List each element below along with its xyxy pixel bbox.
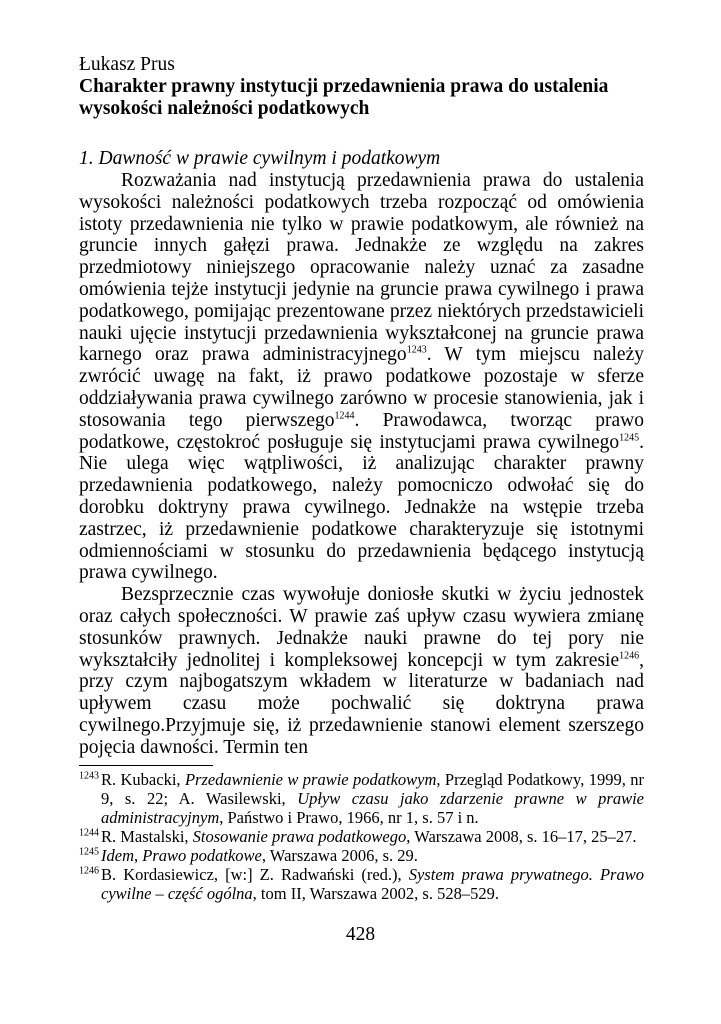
text-run: , przy czym najbogatszym wkładem w literaturze w badaniach nad upływem czasu może pochwalić się doktryna prawa cywilnego.Przyjmuje się, iż przedawnienie stanowi element szerszego pojęcia dawności. Termin ten	[79, 649, 644, 758]
text-run: , Przegląd Podatkowy, 1999, nr 9, s. 22; A. Wasilewski,	[101, 769, 645, 808]
text-run: Rozważania nad instytucją przedawnienia prawa do ustalenia wysokości należności podatkowych trzeba rozpocząć od omówienia istoty przedawnienia nie tylko w prawie podatkowym, ale również na gruncie innych gałęzi prawa. Jednakże ze względu na zakres przedmiotowy niniejszego opracowanie należy uznać za zasadne omówienia tejże instytucji jedynie na gruncie prawa cywilnego i prawa podatkowego, pomijając prezentowane przez niektórych przedstawicieli nauki ujęcie instytucji przedawnienia wykształconej na gruncie prawa karnego oraz prawa administracyjnego	[79, 170, 644, 366]
author-name: Łukasz Prus	[79, 54, 175, 75]
citation-title: Prawo podatkowe	[142, 845, 262, 865]
text-run: . W tym miejscu należy zwrócić uwagę na fakt, iż prawo podatkowe pozostaje w sferze oddziaływania prawa cywilnego zarówno w procesie stanowienia, jak i stosowania tego pierwszego	[79, 344, 644, 431]
citation-title: Przedawnienie w prawie podatkowym	[184, 769, 437, 789]
text-run: . Nie ulega więc wątpliwości, iż analizując charakter prawny przedawnienia podatkowego, należy pomocniczo odwołać się do dorobku doktryny prawa cywilnego. Jednakże na wstępie trzeba zastrzec, iż przedawnienie podatkowe charakteryzuje się istotnymi odmiennościami w stosunku do przedawnienia będącego instytucją prawa cywilnego.	[79, 431, 644, 584]
text-run: R. Mastalski,	[101, 826, 193, 846]
text-run: , tom II, Warszawa 2002, s. 528–529.	[252, 883, 499, 903]
footnote-ref: 1243	[406, 344, 427, 356]
footnote	[79, 770, 644, 827]
footnote	[79, 827, 644, 846]
footnote-divider	[79, 765, 213, 766]
footnote-number: 1244	[79, 827, 99, 839]
text-run: . Prawodawca, tworząc prawo podatkowe, częstokroć posługuje się instytucjami prawa cywilnego	[79, 409, 644, 453]
footnote	[79, 846, 644, 865]
text-run: , Warszawa 2008, s. 16–17, 25–27.	[406, 826, 637, 846]
citation-title: Upływ czasu jako zdarzenie prawne w prawie administracyjnym	[101, 788, 644, 827]
footnote-ref: 1244	[334, 410, 355, 422]
footnote-number: 1245	[79, 846, 99, 858]
footnote-ref: 1246	[619, 650, 640, 662]
footnote	[79, 865, 644, 903]
text-run: Bezsprzecznie czas wywołuje doniosłe skutki w życiu jednostek oraz całych społeczności. W prawie zaś upływ czasu wywiera zmianę stosunków prawnych. Jednakże nauki prawne do tej pory nie wykształciły jednolitej i kompleksowej koncepcji w tym zakresie	[79, 584, 644, 671]
text-run: ,	[133, 845, 143, 865]
text-run: B. Kordasiewicz, [w:] Z. Radwański (red.),	[101, 864, 409, 884]
page-number: 428	[345, 924, 376, 945]
text-run: , Warszawa 2006, s. 29.	[261, 845, 418, 865]
citation-title: Stosowanie prawa podatkowego	[192, 826, 407, 846]
body-paragraph	[79, 584, 644, 758]
footnote-ref: 1245	[619, 432, 640, 444]
text-run: R. Kubacki,	[101, 769, 185, 789]
footnote-number: 1243	[79, 770, 99, 782]
section-heading: 1. Dawność w prawie cywilnym i podatkowym	[79, 148, 441, 169]
citation-title: System prawa prywatnego. Prawo cywilne – część ogólna	[101, 864, 644, 903]
citation-title: Idem	[101, 845, 134, 865]
page-content	[79, 54, 644, 903]
body-paragraph	[79, 170, 644, 584]
footnote-number: 1246	[79, 865, 99, 877]
text-run: , Państwo i Prawo, 1966, nr 1, s. 57 i n.	[219, 807, 479, 827]
chapter-title: Charakter prawny instytucji przedawnienia prawa do ustalenia wysokości należności podatkowych	[79, 76, 609, 119]
